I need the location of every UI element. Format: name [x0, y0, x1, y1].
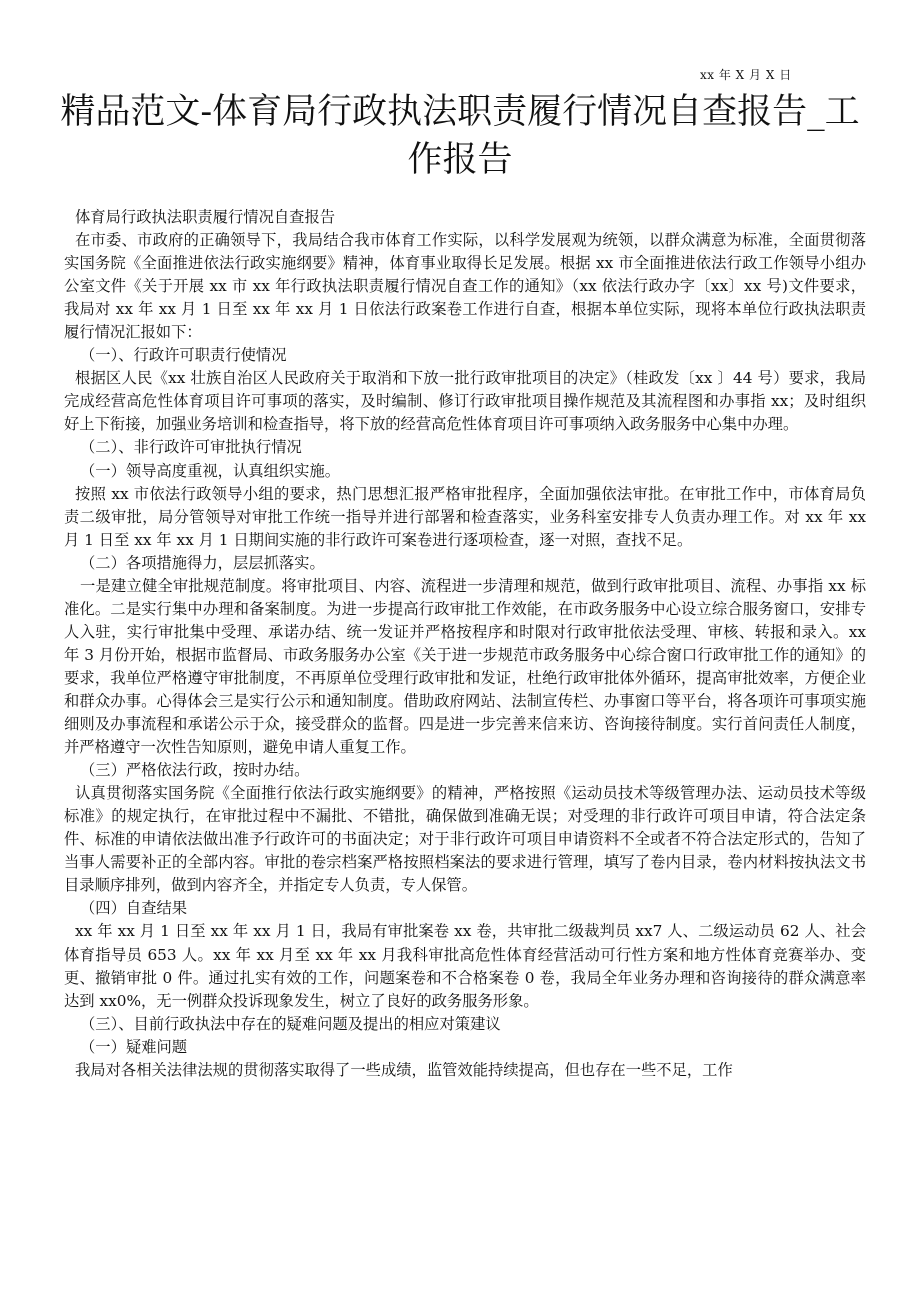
- paragraph: （三）严格依法行政，按时办结。: [80, 761, 310, 780]
- paragraph: 在市委、市政府的正确领导下，我局结合我市体育工作实际，以科学发展观为统领，以群众满意为标准，全面贯彻落实国务院《全面推进依法行政实施纲要》精神，体育事业取得长足发展。根据 xx 市全面推进依法行政工作领导小组办公室文件《关于开展 xx 市 xx 年行政执法职责履行情况自查工作的通知》（xx 依法行政办字〔xx〕xx 号)文件要求，我局对 xx 年 xx 月 1 日至 xx 年 xx 月 1 日依法行政案卷工作进行自查，根据本单位实际，现将本单位行政执法职责履行情况汇报如下：: [64, 231, 866, 342]
- paragraph: （二）各项措施得力，层层抓落实。: [80, 553, 325, 572]
- paragraph: （四）自查结果: [80, 899, 188, 918]
- paragraph: 体育局行政执法职责履行情况自查报告: [75, 208, 336, 226]
- paragraph: 认真贯彻落实国务院《全面推行依法行政实施纲要》的精神，严格按照《运动员技术等级管理办法、运动员技术等级标准》的规定执行，在审批过程中不漏批、不错批，确保做到准确无误；对受理的非行政许可项目申请，符合法定条件、标准的申请依法做出准予行政许可的书面决定；对于非行政许可项目申请资料不全或者不符合法定形式的，告知了当事人需要补正的全部内容。审批的卷宗档案严格按照档案法的要求进行管理，填写了卷内目录，卷内材料按执法文书目录顺序排列，做到内容齐全，并指定专人负责，专人保管。: [64, 784, 866, 895]
- document-body: [64, 206, 866, 1082]
- paragraph: 我局对各相关法律法规的贯彻落实取得了一些成绩，监管效能持续提高，但也存在一些不足，工作: [75, 1060, 733, 1079]
- document-title: 精品范文-体育局行政执法职责履行情况自查报告_工作报告: [60, 92, 860, 180]
- paragraph: 一是建立健全审批规范制度。将审批项目、内容、流程进一步清理和规范，做到行政审批项目、流程、办事指 xx 标准化。二是实行集中办理和备案制度。为进一步提高行政审批工作效能，在市政务服务中心设立综合服务窗口，安排专人入驻，实行审批集中受理、承诺办结、统一发证并严格按程序和时限对行政审批依法受理、审核、转报和录入。xx 年 3 月份开始，根据市监督局、市政务服务办公室《关于进一步规范市政务服务中心综合窗口行政审批工作的通知》的要求，我单位严格遵守审批制度，不再原单位受理行政审批和发证，杜绝行政审批体外循环，提高审批效率，方便企业和群众办事。心得体会三是实行公示和通知制度。借助政府网站、法制宣传栏、办事窗口等平台，将各项许可事项实施细则及办事流程和承诺公示于众，接受群众的监督。四是进一步完善来信来访、咨询接待制度。实行首问责任人制度，并严格遵守一次性告知原则，避免申请人重复工作。: [64, 576, 866, 757]
- report-date: xx 年 X 月 X 日: [700, 68, 792, 82]
- paragraph: （一）疑难问题: [80, 1037, 188, 1056]
- paragraph: （一）领导高度重视，认真组织实施。: [80, 461, 341, 480]
- paragraph: （三）、目前行政执法中存在的疑难问题及提出的相应对策建议: [80, 1014, 501, 1033]
- paragraph: （一）、行政许可职责行使情况: [80, 346, 287, 365]
- paragraph: 按照 xx 市依法行政领导小组的要求，热门思想汇报严格审批程序，全面加强依法审批。在审批工作中，市体育局负责二级审批，局分管领导对审批工作统一指导并进行部署和检查落实，业务科室安排专人负责办理工作。对 xx 年 xx 月 1 日至 xx 年 xx 月 1 日期间实施的非行政许可案卷进行逐项检查，逐一对照，查找不足。: [64, 484, 866, 549]
- paragraph: 根据区人民《xx 壮族自治区人民政府关于取消和下放一批行政审批项目的决定》（桂政发〔xx 〕44 号）要求，我局完成经营高危性体育项目许可事项的落实，及时编制、修订行政审批项目操作规范及其流程图和办事指 xx；及时组织好上下衔接，加强业务培训和检查指导，将下放的经营高危性体育项目许可事项纳入政务服务中心集中办理。: [64, 369, 866, 434]
- paragraph: （二）、非行政许可审批执行情况: [80, 438, 302, 457]
- paragraph: xx 年 xx 月 1 日至 xx 年 xx 月 1 日，我局有审批案卷 xx 卷，共审批二级裁判员 xx7 人、二级运动员 62 人、社会体育指导员 653 人。xx 年 xx 月至 xx 年 xx 月我科审批高危性体育经营活动可行性方案和地方性体育竞赛举办、变更、撤销审批 0 件。通过扎实有效的工作，问题案卷和不合格案卷 0 卷，我局全年业务办理和咨询接待的群众满意率达到 xx0%，无一例群众投诉现象发生，树立了良好的政务服务形象。: [64, 922, 866, 1010]
